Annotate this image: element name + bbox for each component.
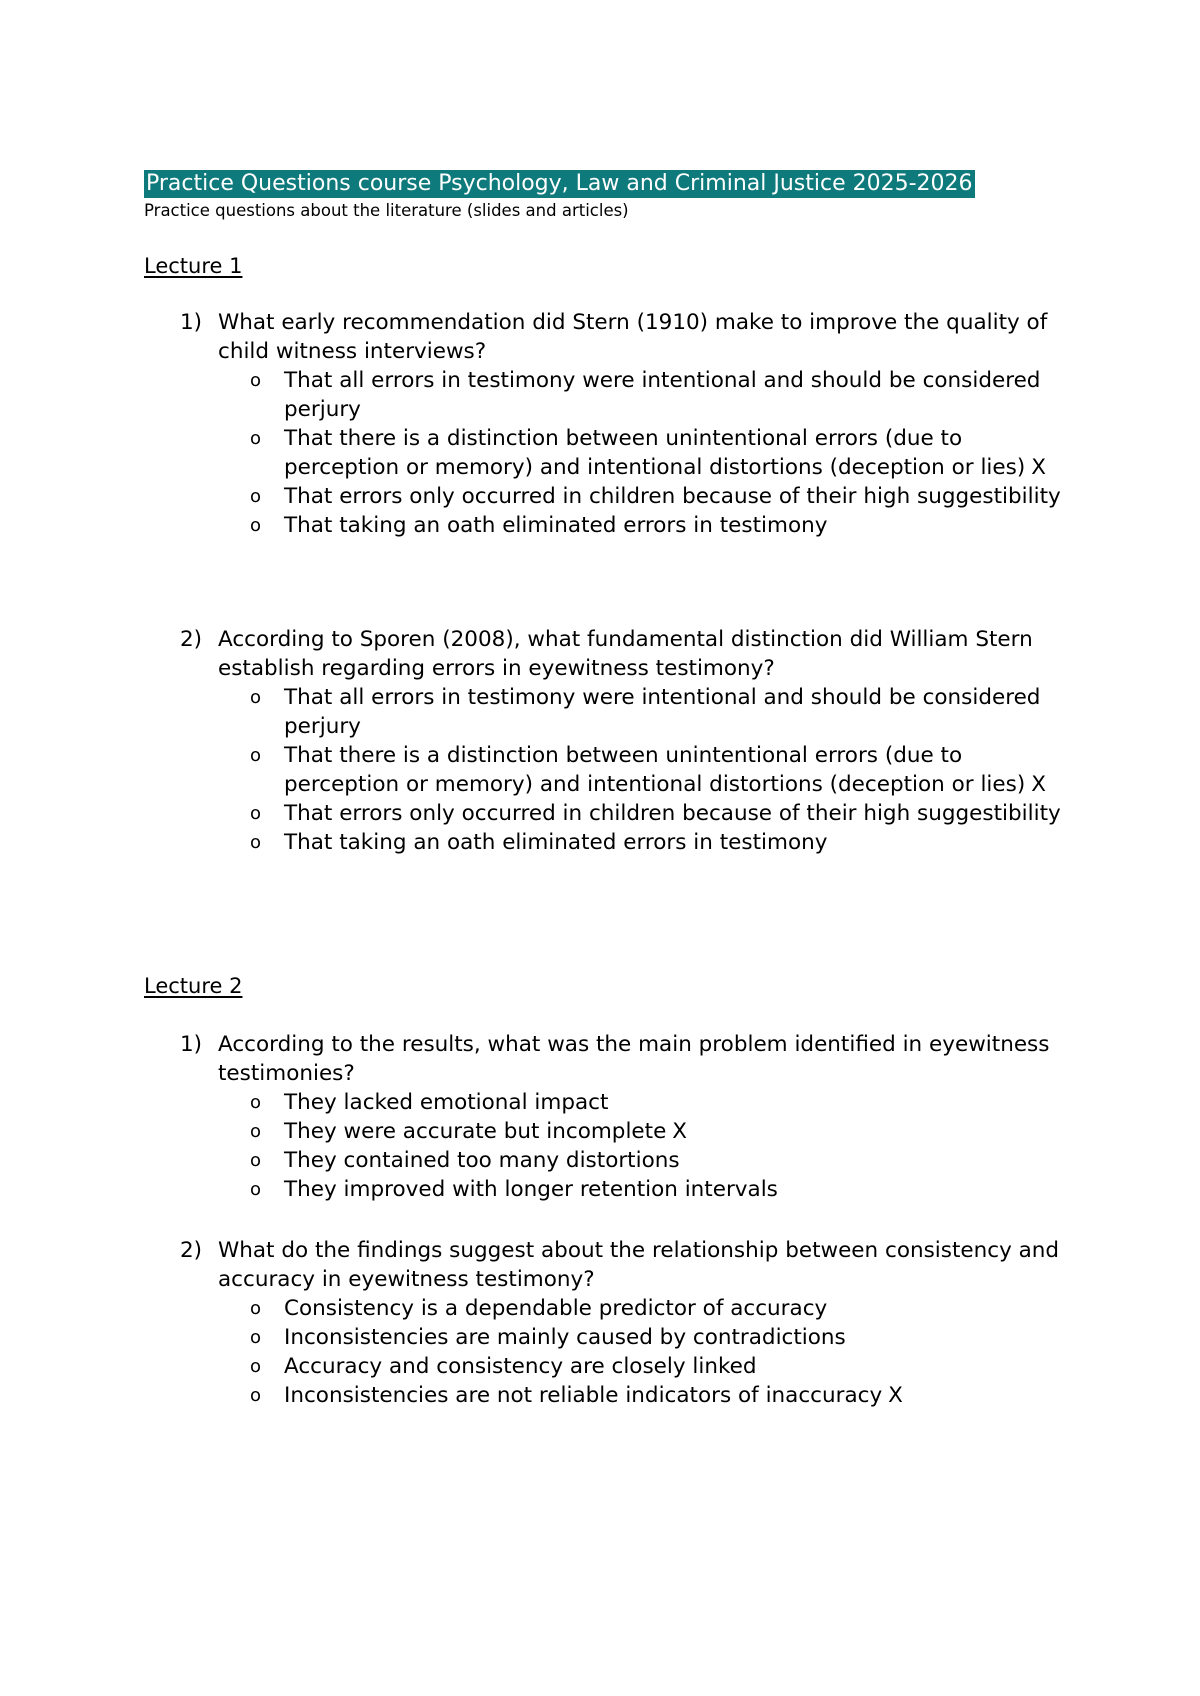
answer-option [180,1294,1080,1323]
bullet-icon: o [250,1356,262,1377]
question-text: According to the results, what was the main problem identified in eyewitness testimonies? [218,1032,1050,1086]
bullet-icon: o [250,832,262,853]
answer-option [180,683,1080,741]
question-text: What early recommendation did Stern (1910) make to improve the quality of child witness interviews? [218,310,1048,364]
lecture-1-heading: Lecture 1 [144,254,243,278]
bullet-icon: o [250,515,262,536]
answer-option [180,366,1080,424]
correct-mark: X [888,1383,903,1408]
answer-option [180,1323,1080,1352]
bullet-icon: o [250,687,262,708]
option-text: That taking an oath eliminated errors in testimony [284,513,828,538]
option-text: That taking an oath eliminated errors in testimony [284,830,828,855]
option-text: They were accurate but incomplete [284,1119,667,1144]
option-text: That there is a distinction between unintentional errors (due to perception or memory) and intentional distortions (deception or lies) [284,743,1026,797]
question-number: 1) [180,1032,203,1057]
option-text: That all errors in testimony were intentional and should be considered perjury [284,368,1041,422]
bullet-icon: o [250,1385,262,1406]
answer-option-correct [180,741,1080,799]
answer-options [180,683,1080,857]
bullet-icon: o [250,370,262,391]
option-text: Inconsistencies are not reliable indicators of inaccuracy [284,1383,883,1408]
answer-option [180,1146,1080,1175]
bullet-icon: o [250,1121,262,1142]
answer-options [180,1088,1080,1204]
option-text: That errors only occurred in children because of their high suggestibility [284,484,1061,509]
answer-option-correct [180,1117,1080,1146]
option-text: Accuracy and consistency are closely linked [284,1354,757,1379]
bullet-icon: o [250,1150,262,1171]
lecture-1-question-1 [180,308,1080,540]
answer-options [180,1294,1080,1410]
page-title: Practice Questions course Psychology, Law and Criminal Justice 2025-2026 [146,171,973,196]
bullet-icon: o [250,745,262,766]
option-text: They lacked emotional impact [284,1090,609,1115]
correct-mark: X [672,1119,688,1144]
question-text: What do the findings suggest about the relationship between consistency and accuracy in eyewitness testimony? [218,1238,1060,1292]
answer-option [180,1352,1080,1381]
answer-options [180,366,1080,540]
option-text: That errors only occurred in children because of their high suggestibility [284,801,1061,826]
lecture-1-question-2 [180,625,1080,857]
answer-option-correct [180,424,1080,482]
answer-option [180,828,1080,857]
bullet-icon: o [250,1092,262,1113]
option-text: That there is a distinction between unintentional errors (due to perception or memory) and intentional distortions (deception or lies) [284,426,1026,480]
option-text: Inconsistencies are mainly caused by contradictions [284,1325,846,1350]
correct-mark: X [1031,455,1046,480]
title-block [144,170,975,198]
answer-option [180,799,1080,828]
question-number: 1) [180,310,203,335]
answer-option [180,1175,1080,1204]
bullet-icon: o [250,1298,262,1319]
lecture-2-question-2 [180,1236,1080,1410]
bullet-icon: o [250,803,262,824]
option-text: Consistency is a dependable predictor of accuracy [284,1296,828,1321]
bullet-icon: o [250,486,262,507]
correct-mark: X [1031,772,1046,797]
lecture-2-heading: Lecture 2 [144,974,243,998]
answer-option-correct [180,1381,1080,1410]
option-text: They improved with longer retention intervals [284,1177,778,1202]
option-text: That all errors in testimony were intentional and should be considered perjury [284,685,1041,739]
answer-option [180,1088,1080,1117]
page-subtitle: Practice questions about the literature (slides and articles) [144,201,629,220]
question-number: 2) [180,627,203,652]
lecture-2-question-1 [180,1030,1080,1204]
bullet-icon: o [250,1327,262,1348]
bullet-icon: o [250,428,262,449]
answer-option [180,482,1080,511]
question-number: 2) [180,1238,203,1263]
answer-option [180,511,1080,540]
option-text: They contained too many distortions [284,1148,680,1173]
bullet-icon: o [250,1179,262,1200]
question-text: According to Sporen (2008), what fundamental distinction did William Stern establish regarding errors in eyewitness testimony? [218,627,1033,681]
